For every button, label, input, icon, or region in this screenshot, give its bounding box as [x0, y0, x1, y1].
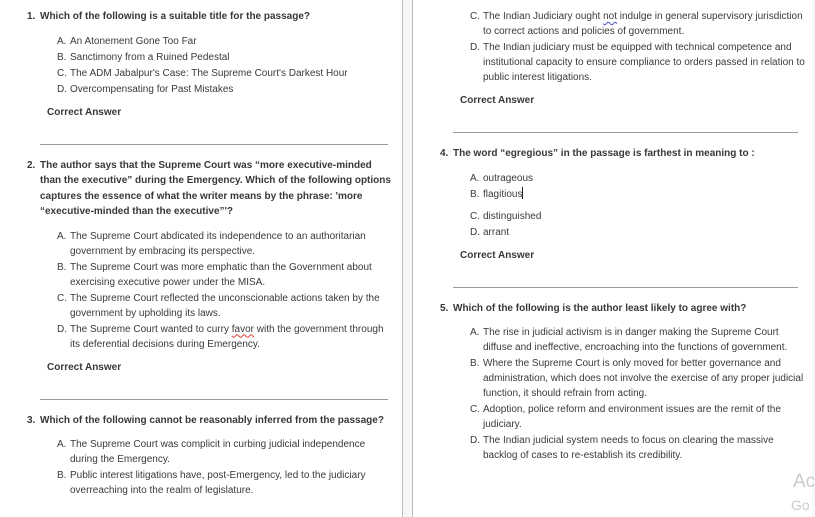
option-text — [70, 260, 395, 290]
text-segment: Public interest litigations have, post-Emergency, led to the judiciary overreaching into the realm of legislature. — [70, 470, 366, 496]
option-letter: A. — [470, 172, 480, 184]
text-segment: An Atonement Gone Too Far — [70, 35, 197, 47]
text-segment: The Supreme Court reflected the unconscionable actions taken by the government by upholding its laws. — [70, 292, 380, 319]
option-letter: D. — [470, 435, 480, 446]
text-segment: arrant — [483, 226, 510, 238]
option-text — [70, 66, 395, 81]
option-text — [483, 433, 805, 463]
text-segment: distinguished — [483, 210, 542, 222]
text-segment: The Indian judiciary must be equipped with technical competence and institutional capacity to ensure compliance to orders passed in relation to public interest litigations. — [483, 42, 805, 83]
answer-option[interactable] — [57, 229, 395, 259]
option-letter: C. — [470, 11, 480, 22]
activate-windows-watermark-line1: Ac — [793, 471, 815, 492]
correct-answer-label[interactable]: Correct Answer — [47, 106, 122, 118]
answer-option[interactable] — [57, 437, 395, 467]
grammar-underlined-word: not — [603, 11, 617, 22]
option-letter: C. — [57, 292, 67, 304]
question-text: Which of the following is a suitable title for the passage? — [40, 11, 311, 22]
option-letter: B. — [57, 261, 67, 273]
option-text — [70, 437, 395, 467]
question-text: The author says that the Supreme Court was “more executive-minded than the executive” during the Emergency. Which of the following options captures the essence of what the writer means by the phrase: 'more “executive-minded than the executive”'? — [40, 159, 391, 217]
document-page-right — [412, 0, 812, 517]
question-divider — [40, 399, 388, 400]
question-block — [0, 9, 395, 120]
text-segment: with the government through its deferential decisions during Emergency. — [70, 323, 384, 350]
answer-option[interactable] — [470, 171, 805, 186]
answer-option[interactable] — [470, 9, 805, 39]
page-right-content — [413, 0, 812, 463]
option-letter: B. — [57, 470, 67, 481]
text-segment: outrageous — [483, 172, 534, 184]
option-text — [483, 40, 805, 85]
option-text — [70, 229, 395, 259]
answer-option[interactable] — [57, 50, 395, 65]
answer-option[interactable] — [57, 468, 395, 498]
option-letter: D. — [57, 323, 67, 335]
correct-answer-label[interactable]: Correct Answer — [460, 249, 535, 261]
question-block — [0, 158, 395, 375]
text-segment: The rise in judicial activism is in danger making the Supreme Court diffuse and ineffective, encroaching into the functions of government. — [483, 327, 788, 353]
question-number: 4. — [440, 148, 449, 159]
question-divider — [453, 287, 798, 288]
question-block — [413, 9, 805, 108]
option-letter: D. — [470, 226, 480, 238]
option-letter: C. — [57, 67, 67, 79]
answer-option[interactable] — [470, 187, 805, 202]
question-block — [0, 413, 395, 499]
question-number: 1. — [27, 11, 36, 22]
option-text — [70, 82, 395, 97]
text-segment: Adoption, police reform and environment issues are the remit of the judiciary. — [483, 404, 781, 430]
answer-option[interactable] — [57, 291, 395, 321]
option-text — [70, 291, 395, 321]
answer-option[interactable] — [57, 322, 395, 352]
option-text — [70, 468, 395, 498]
spellcheck-underlined-word: favor — [231, 323, 254, 335]
question-heading[interactable] — [27, 9, 395, 25]
text-cursor — [522, 187, 523, 199]
answer-option[interactable] — [470, 402, 805, 432]
text-segment: The Indian Judiciary ought — [483, 11, 604, 22]
answer-option[interactable] — [470, 325, 805, 355]
option-text — [483, 402, 805, 432]
question-heading[interactable] — [27, 413, 395, 429]
question-number: 2. — [27, 159, 36, 171]
option-text — [483, 9, 805, 39]
text-segment: The Supreme Court was more emphatic than the Government about exercising executive power under the MISA. — [70, 261, 372, 288]
question-number: 3. — [27, 414, 36, 426]
option-letter: C. — [470, 210, 480, 222]
answer-option[interactable] — [470, 40, 805, 85]
option-text — [70, 34, 395, 49]
option-letter: A. — [57, 35, 67, 47]
question-divider — [40, 144, 388, 145]
question-heading[interactable] — [27, 158, 395, 220]
text-segment: Overcompensating for Past Mistakes — [70, 83, 234, 95]
document-page-left — [0, 0, 403, 517]
answer-option[interactable] — [57, 82, 395, 97]
text-segment: indulge in general supervisory jurisdiction to correct actions and policies of government. — [483, 11, 803, 37]
option-text — [483, 356, 805, 401]
question-divider — [453, 132, 798, 133]
option-letter: C. — [470, 404, 480, 415]
option-letter: D. — [470, 42, 480, 53]
question-text: Which of the following cannot be reasonably inferred from the passage? — [40, 414, 384, 426]
answer-option[interactable] — [57, 260, 395, 290]
question-heading[interactable] — [440, 301, 805, 317]
option-text — [70, 50, 395, 65]
option-letter: A. — [470, 327, 480, 338]
activate-windows-watermark-line2: Go — [791, 497, 810, 513]
option-text — [483, 209, 805, 224]
question-text: Which of the following is the author least likely to agree with? — [453, 302, 747, 314]
text-segment: The Supreme Court was complicit in curbing judicial independence during the Emergency. — [70, 439, 366, 465]
option-letter: D. — [57, 83, 67, 95]
answer-option[interactable] — [470, 225, 805, 240]
text-segment: Sanctimony from a Ruined Pedestal — [70, 51, 230, 63]
correct-answer-label[interactable]: Correct Answer — [460, 95, 535, 106]
answer-option[interactable] — [470, 433, 805, 463]
text-segment: The ADM Jabalpur's Case: The Supreme Court's Darkest Hour — [70, 67, 348, 79]
question-heading[interactable] — [440, 146, 805, 162]
answer-option[interactable] — [470, 209, 805, 224]
text-segment: The Indian judicial system needs to focus on clearing the massive backlog of cases to re-establish its credibility. — [483, 435, 774, 461]
question-block — [413, 146, 805, 263]
question-block — [413, 301, 805, 464]
option-text — [483, 187, 805, 202]
page-left-content — [0, 0, 402, 498]
text-segment: flagitious — [483, 188, 523, 200]
question-text: The word “egregious” in the passage is farthest in meaning to : — [453, 148, 755, 159]
option-letter: B. — [57, 51, 67, 63]
option-letter: A. — [57, 439, 67, 450]
question-number: 5. — [440, 302, 449, 314]
answer-option[interactable] — [57, 34, 395, 49]
correct-answer-label[interactable]: Correct Answer — [47, 361, 122, 373]
option-text — [70, 322, 395, 352]
option-letter: B. — [470, 358, 480, 369]
option-text — [483, 325, 805, 355]
answer-option[interactable] — [57, 66, 395, 81]
option-text — [483, 225, 805, 240]
answer-option[interactable] — [470, 356, 805, 401]
option-text — [483, 171, 805, 186]
text-segment: The Supreme Court abdicated its independence to an authoritarian government by embracing its perspective. — [70, 230, 366, 257]
option-letter: B. — [470, 188, 480, 200]
option-letter: A. — [57, 230, 67, 242]
text-segment: Where the Supreme Court is only moved for better governance and administration, which does not involve the exercise of any proper judicial function, it should refrain from acting. — [483, 358, 804, 399]
text-segment: The Supreme Court wanted to curry — [70, 323, 232, 335]
